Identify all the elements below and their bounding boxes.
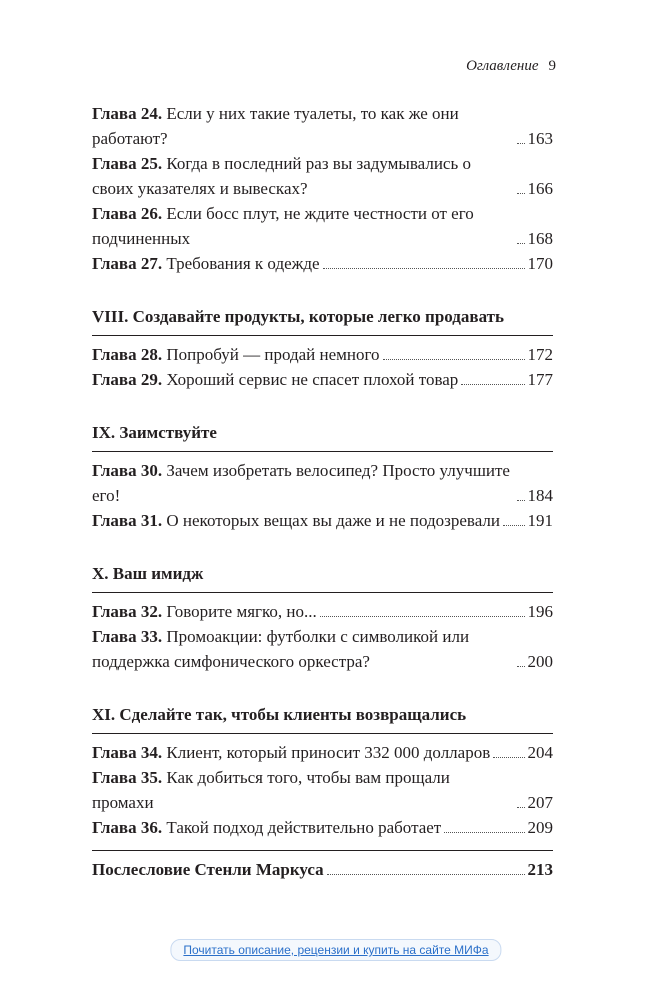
- toc-entry-chapter-29: [92, 367, 553, 392]
- chapter-title: Как добиться того, чтобы вам прощали промахи: [92, 768, 450, 812]
- chapter-title: Попробуй — продай немного: [166, 345, 380, 364]
- chapter-page: 172: [527, 345, 553, 364]
- chapter-title: Хороший сервис не спасет плохой товар: [166, 370, 459, 389]
- chapter-page: 177: [527, 370, 553, 389]
- dot-leader: [517, 243, 525, 244]
- chapter-label: Глава 26.: [92, 204, 163, 223]
- chapter-title: Если у них такие туалеты, то как же они работают?: [92, 104, 459, 148]
- afterword-page: 213: [527, 860, 553, 879]
- chapter-label: Глава 34.: [92, 743, 163, 762]
- toc-entry-chapter-30: [92, 458, 553, 508]
- part-heading-11: XI. Сделайте так, чтобы клиенты возвращались: [92, 702, 553, 734]
- table-of-contents: [92, 101, 553, 882]
- chapter-label: Глава 25.: [92, 154, 163, 173]
- chapter-label: Глава 36.: [92, 818, 163, 837]
- chapter-title: Такой подход действительно работает: [166, 818, 442, 837]
- page-number: 9: [548, 58, 556, 74]
- toc-entry-chapter-27: [92, 251, 553, 276]
- chapter-page: 200: [527, 652, 553, 671]
- toc-entry-chapter-36: [92, 815, 553, 840]
- chapter-label: Глава 24.: [92, 104, 163, 123]
- chapter-label: Глава 35.: [92, 768, 163, 787]
- dot-leader: [517, 807, 525, 808]
- dot-leader: [383, 359, 525, 360]
- chapter-page: 204: [527, 743, 553, 762]
- chapter-title: Промоакции: футболки с символикой или поддержка симфонического оркестра?: [92, 627, 470, 671]
- running-head-section: Оглавление: [466, 58, 539, 74]
- chapter-title: Говорите мягко, но...: [166, 602, 317, 621]
- chapter-page: 166: [527, 179, 553, 198]
- dot-leader: [327, 874, 525, 875]
- chapter-label: Глава 29.: [92, 370, 163, 389]
- dot-leader: [517, 500, 525, 501]
- chapter-page: 168: [527, 229, 553, 248]
- chapter-page: 209: [527, 818, 553, 837]
- chapter-page: 170: [527, 254, 553, 273]
- dot-leader: [517, 143, 525, 144]
- chapter-title: О некоторых вещах вы даже и не подозревали: [166, 511, 500, 530]
- toc-entry-chapter-34: [92, 740, 553, 765]
- toc-entry-chapter-26: [92, 201, 553, 251]
- chapter-title: Если босс плут, не ждите честности от его подчиненных: [92, 204, 474, 248]
- chapter-page: 191: [527, 511, 553, 530]
- toc-entry-chapter-32: [92, 599, 553, 624]
- afterword-separator: [92, 850, 553, 882]
- toc-entry-chapter-28: [92, 342, 553, 367]
- toc-entry-chapter-33: [92, 624, 553, 674]
- part-heading-8: VIII. Создавайте продукты, которые легко продавать: [92, 304, 553, 336]
- chapter-label: Глава 30.: [92, 461, 163, 480]
- toc-entry-afterword: [92, 857, 553, 882]
- part-heading-9: IX. Заимствуйте: [92, 420, 553, 452]
- running-head: [466, 58, 556, 75]
- chapter-label: Глава 33.: [92, 627, 163, 646]
- chapter-title: Требования к одежде: [166, 254, 320, 273]
- toc-entry-chapter-35: [92, 765, 553, 815]
- chapter-label: Глава 28.: [92, 345, 163, 364]
- toc-entry-chapter-31: [92, 508, 553, 533]
- dot-leader: [444, 832, 524, 833]
- chapter-label: Глава 27.: [92, 254, 163, 273]
- chapter-label: Глава 31.: [92, 511, 163, 530]
- dot-leader: [517, 666, 525, 667]
- chapter-title: Когда в последний раз вы задумывались о своих указателях и вывесках?: [92, 154, 471, 198]
- chapter-page: 184: [527, 486, 553, 505]
- toc-entry-chapter-25: [92, 151, 553, 201]
- chapter-label: Глава 32.: [92, 602, 163, 621]
- afterword-title: Послесловие Стенли Маркуса: [92, 860, 324, 879]
- promo-link[interactable]: Почитать описание, рецензии и купить на сайте МИФа: [170, 939, 501, 961]
- dot-leader: [503, 525, 525, 526]
- dot-leader: [323, 268, 525, 269]
- dot-leader: [320, 616, 525, 617]
- part-heading-10: X. Ваш имидж: [92, 561, 553, 593]
- chapter-title: Зачем изобретать велосипед? Просто улучшите его!: [92, 461, 510, 505]
- dot-leader: [517, 193, 525, 194]
- chapter-page: 207: [527, 793, 553, 812]
- chapter-page: 163: [527, 129, 553, 148]
- dot-leader: [493, 757, 524, 758]
- chapter-title: Клиент, который приносит 332 000 долларов: [166, 743, 491, 762]
- chapter-page: 196: [527, 602, 553, 621]
- dot-leader: [461, 384, 524, 385]
- toc-entry-chapter-24: [92, 101, 553, 151]
